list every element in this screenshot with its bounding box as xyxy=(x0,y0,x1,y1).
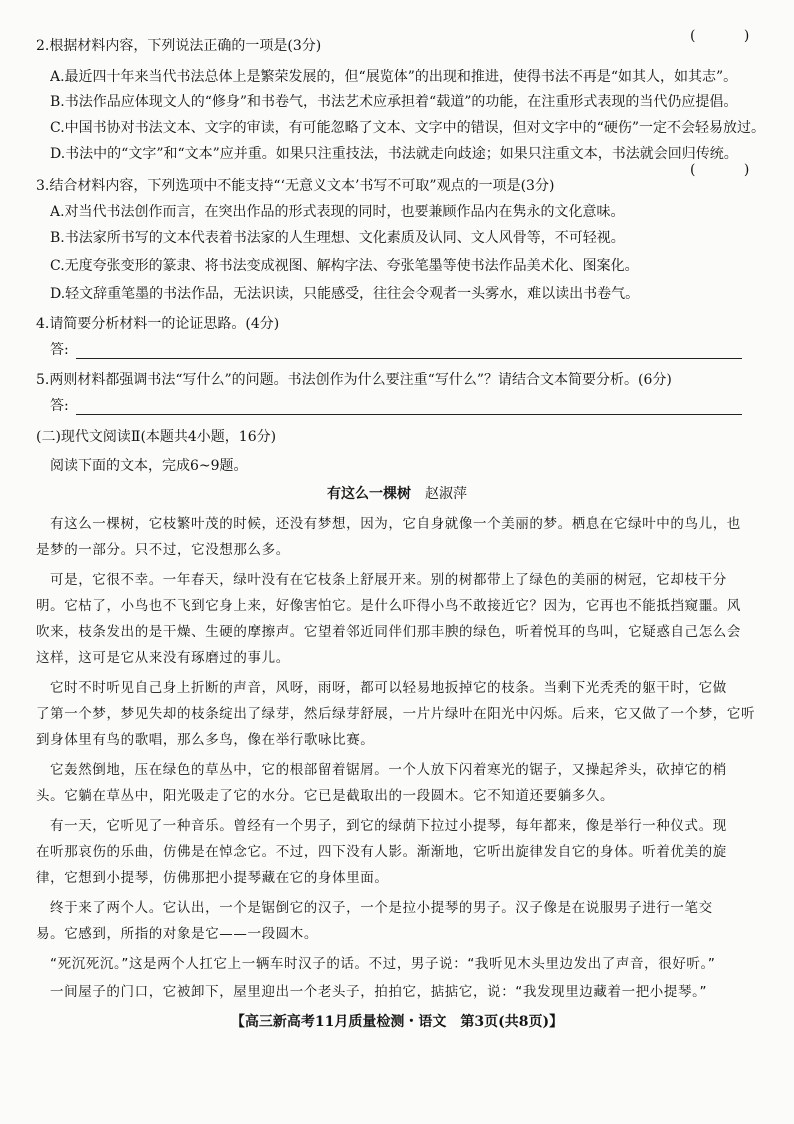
question-2-stem: 2.根据材料内容，下列说法正确的一项是(3分) xyxy=(36,38,322,54)
section-2-instruction: 阅读下面的文本，完成6~9题。 xyxy=(50,458,248,474)
answer-label: 答: xyxy=(50,342,69,358)
story-title: 有这么一棵树 xyxy=(327,486,411,502)
story-line: 在听那哀伤的乐曲，仿佛是在悼念它。不过，四下没有人影。渐渐地，它听出旋律发自它的身体。听着优美的旋 xyxy=(36,844,727,860)
answer-rule xyxy=(76,414,742,415)
question-5-answer-line[interactable] xyxy=(50,396,750,418)
answer-label: 答: xyxy=(50,398,69,414)
story-line: 易。它感到，所指的对象是它——一段圆木。 xyxy=(36,926,318,942)
story-line: 是梦的一部分。只不过，它没想那么多。 xyxy=(36,542,290,558)
q3-option-a: A.对当代书法创作而言，在突出作品的形式表现的同时，也要兼顾作品内在隽永的文化意味。 xyxy=(50,204,625,220)
story-title-block xyxy=(0,484,794,504)
q3-option-c: C.无度夸张变形的篆隶、将书法变成视图、解构字法、夸张笔墨等使书法作品美术化、图案化。 xyxy=(50,258,639,274)
q3-option-b: B.书法家所书写的文本代表着书法家的人生理想、文化素质及认同、文人风骨等，不可轻视。 xyxy=(50,230,625,246)
question-4-answer-line[interactable] xyxy=(50,340,750,362)
story-line: 一间屋子的门口，它被卸下，屋里迎出一个老头子，拍拍它，掂掂它，说：“我发现里边藏着一把小提琴。” xyxy=(50,984,708,1000)
answer-bracket-q2: ( ) xyxy=(690,28,772,44)
story-line: 有这么一棵树，它枝繁叶茂的时候，还没有梦想，因为，它自身就像一个美丽的梦。栖息在它绿叶中的鸟儿，也 xyxy=(50,516,741,532)
q3-option-d: D.轻文辞重笔墨的书法作品，无法识读，只能感受，往往会令观者一头雾水，难以读出书卷气。 xyxy=(50,286,640,302)
answer-bracket-q3: ( ) xyxy=(690,162,772,178)
story-line: 头。它躺在草丛中，阳光吸走了它的水分。它已是截取出的一段圆木。它不知道还要躺多久。 xyxy=(36,788,615,804)
q2-option-c: C.中国书协对书法文本、文字的审读，有可能忽略了文本、文字中的错误，但对文字中的“硬伤”一定不会轻易放过。 xyxy=(50,120,765,136)
q2-option-a: A.最近四十年来当代书法总体上是繁荣发展的，但“展览体”的出现和推进，使得书法不再是“如其人，如其志”。 xyxy=(50,69,738,85)
story-line: 到身体里有鸟的歌唱，那么多鸟，像在举行歌咏比赛。 xyxy=(36,732,375,748)
q2-option-d: D.书法中的“文字”和“文本”应并重。如果只注重技法，书法就走向歧途；如果只注重文本，书法就会回归传统。 xyxy=(50,146,738,162)
story-line: 终于来了两个人。它认出，一个是锯倒它的汉子，一个是拉小提琴的男子。汉子像是在说服男子进行一笔交 xyxy=(50,900,713,916)
story-line: 明。它枯了，小鸟也不飞到它身上来，好像害怕它。是什么吓得小鸟不敢接近它？因为，它再也不能抵挡窥噩。风 xyxy=(36,598,741,614)
answer-rule xyxy=(76,358,742,359)
section-2-heading: (二)现代文阅读Ⅱ(本题共4小题，16分) xyxy=(36,429,277,445)
question-5-stem: 5.两则材料都强调书法“写什么”的问题。书法创作为什么要注重“写什么”？请结合文本简要分析。(6分) xyxy=(36,372,672,388)
story-line: 吹来，枝条发出的是干燥、生硬的摩擦声。它望着邻近同伴们那丰腴的绿色，听着悦耳的鸟叫，它疑惑自己怎么会 xyxy=(36,624,741,640)
story-line: 这样，这可是它从来没有琢磨过的事儿。 xyxy=(36,650,290,666)
question-4-stem: 4.请简要分析材料一的论证思路。(4分) xyxy=(36,316,280,332)
story-line: “死沉死沉。”这是两个人扛它上一辆车时汉子的话。不过，男子说：“我听见木头里边发出了声音，很好听。” xyxy=(50,956,716,972)
story-line: 它时不时听见自己身上折断的声音，风呀，雨呀，都可以轻易地扳掉它的枝条。当剩下光秃秃的躯干时，它做 xyxy=(50,680,727,696)
story-line: 它轰然倒地，压在绿色的草丛中，它的根部留着锯屑。一个人放下闪着寒光的锯子，又操起斧头，砍掉它的梢 xyxy=(50,762,727,778)
story-author: 赵淑萍 xyxy=(425,486,467,502)
page-footer: 【高三新高考11月质量检测・语文 第3页(共8页)】 xyxy=(230,1014,564,1030)
story-line: 了第一个梦，梦见失却的枝条绽出了绿芽，然后绿芽舒展，一片片绿叶在阳光中闪烁。后来，它又做了一个梦，它听 xyxy=(36,706,756,722)
story-line: 律，它想到小提琴，仿佛那把小提琴藏在它的身体里面。 xyxy=(36,870,389,886)
question-3-stem: 3.结合材料内容，下列选项中不能支持“‘无意义文本’书写不可取”观点的一项是(3分) xyxy=(36,178,555,194)
q2-option-b: B.书法作品应体现文人的“修身”和书卷气，书法艺术应承担着“载道”的功能，在注重形式表现的当代仍应提倡。 xyxy=(50,94,738,110)
story-line: 有一天，它听见了一种音乐。曾经有一个男子，到它的绿荫下拉过小提琴，每年都来，像是举行一种仪式。现 xyxy=(50,818,727,834)
story-line: 可是，它很不幸。一年春天，绿叶没有在它枝条上舒展开来。别的树都带上了绿色的美丽的树冠，它却枝干分 xyxy=(50,572,727,588)
